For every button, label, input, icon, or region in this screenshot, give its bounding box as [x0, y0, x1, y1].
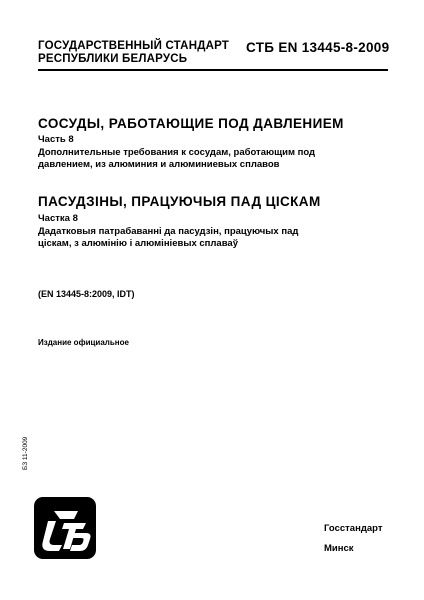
title-by: ПАСУДЗІНЫ, ПРАЦУЮЧЫЯ ПАД ЦІСКАМ: [38, 194, 321, 209]
equivalence-note: (EN 13445-8:2009, IDT): [38, 289, 135, 299]
title-ru: СОСУДЫ, РАБОТАЮЩИЕ ПОД ДАВЛЕНИЕМ: [38, 116, 344, 131]
side-code: БЗ 11-2009: [22, 436, 29, 470]
part-by: Частка 8: [38, 213, 78, 224]
subtitle-by: [38, 226, 393, 249]
edition-label: Издание официальное: [38, 338, 129, 347]
part-ru: Часть 8: [38, 134, 74, 145]
header-country-line1: ГОСУДАРСТВЕННЫЙ СТАНДАРТ: [38, 40, 230, 52]
city: Минск: [324, 543, 354, 554]
subtitle-by-line2: ціскам, з алюмінію і алюмініевых сплаваў: [38, 237, 238, 249]
stb-logo-icon: [34, 497, 96, 559]
subtitle-ru-line2: давлением, из алюминия и алюминиевых сплавов: [38, 158, 280, 170]
publisher: Госстандарт: [324, 523, 383, 534]
header-left: [38, 40, 229, 66]
subtitle-ru: [38, 147, 393, 170]
header-country-line2: РЕСПУБЛИКИ БЕЛАРУСЬ: [38, 53, 188, 65]
subtitle-by-line1: Дадатковыя патрабаванні да пасудзін, працуючых пад: [38, 226, 299, 237]
header-rule: [38, 69, 388, 71]
subtitle-ru-line1: Дополнительные требования к сосудам, работающим под: [38, 147, 316, 158]
standard-code: СТБ EN 13445-8-2009: [246, 40, 390, 55]
